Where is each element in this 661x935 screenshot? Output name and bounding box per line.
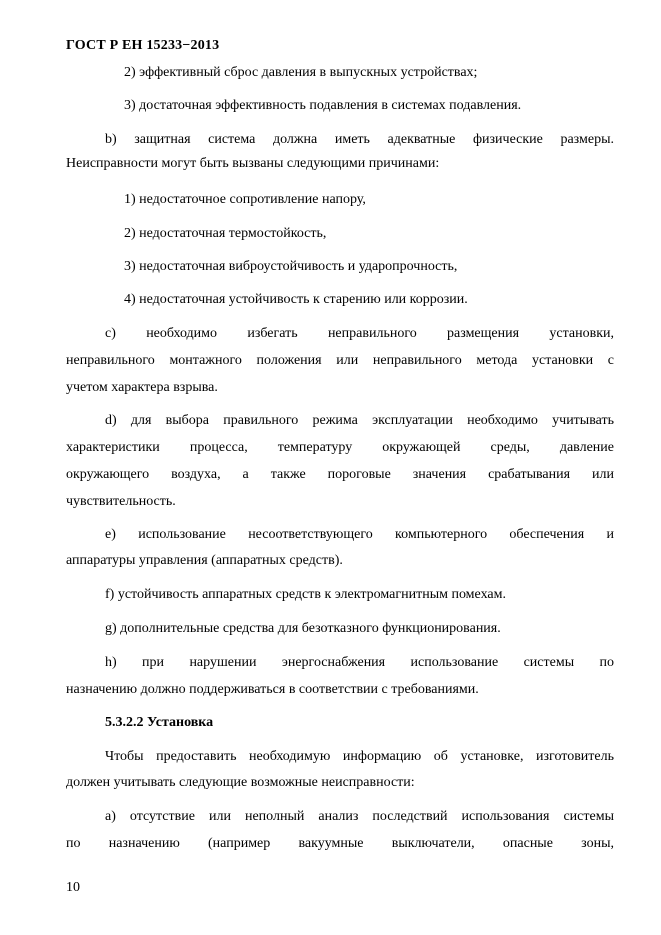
paragraph-line: назначению должно поддерживаться в соответствии с требованиями. bbox=[66, 682, 479, 697]
paragraph-line: Чтобы предоставить необходимую информацию об установке, изготовитель bbox=[105, 749, 614, 764]
paragraph-line: чувствительность. bbox=[66, 494, 176, 509]
list-item: 2) эффективный сброс давления в выпускных устройствах; bbox=[124, 65, 478, 80]
paragraph-line: характеристики процесса, температуру окружающей среды, давление bbox=[66, 440, 614, 455]
paragraph-line: по назначению (например вакуумные выключатели, опасные зоны, bbox=[66, 836, 614, 851]
paragraph-line: g) дополнительные средства для безотказного функционирования. bbox=[105, 621, 501, 636]
list-item: 3) недостаточная виброустойчивость и ударопрочность, bbox=[124, 259, 458, 274]
paragraph-line: окружающего воздуха, а также пороговые значения срабатывания или bbox=[66, 467, 614, 482]
paragraph-line: f) устойчивость аппаратных средств к электромагнитным помехам. bbox=[105, 587, 506, 602]
list-item: 1) недостаточное сопротивление напору, bbox=[124, 192, 366, 207]
paragraph-line: e) использование несоответствующего компьютерного обеспечения и bbox=[105, 527, 614, 542]
page-number: 10 bbox=[66, 880, 80, 895]
list-item: 4) недостаточная устойчивость к старению или коррозии. bbox=[124, 292, 468, 307]
list-item: 3) достаточная эффективность подавления в системах подавления. bbox=[124, 98, 522, 113]
paragraph-line: Неисправности могут быть вызваны следующими причинами: bbox=[66, 156, 440, 171]
paragraph-line: b) защитная система должна иметь адекватные физические размеры. bbox=[105, 132, 614, 147]
paragraph-line: c) необходимо избегать неправильного размещения установки, bbox=[105, 326, 614, 341]
paragraph-line: h) при нарушении энергоснабжения использование системы по bbox=[105, 655, 614, 670]
paragraph-line: неправильного монтажного положения или неправильного метода установки с bbox=[66, 353, 614, 368]
paragraph-line: аппаратуры управления (аппаратных средств). bbox=[66, 553, 343, 568]
standard-header: ГОСТ Р ЕН 15233−2013 bbox=[66, 38, 220, 53]
paragraph-line: a) отсутствие или неполный анализ последствий использования системы bbox=[105, 809, 614, 824]
paragraph-line: учетом характера взрыва. bbox=[66, 380, 218, 395]
paragraph-line: должен учитывать следующие возможные неисправности: bbox=[66, 775, 415, 790]
paragraph-line: d) для выбора правильного режима эксплуатации необходимо учитывать bbox=[105, 413, 614, 428]
list-item: 2) недостаточная термостойкость, bbox=[124, 226, 327, 241]
section-heading: 5.3.2.2 Установка bbox=[105, 715, 214, 730]
